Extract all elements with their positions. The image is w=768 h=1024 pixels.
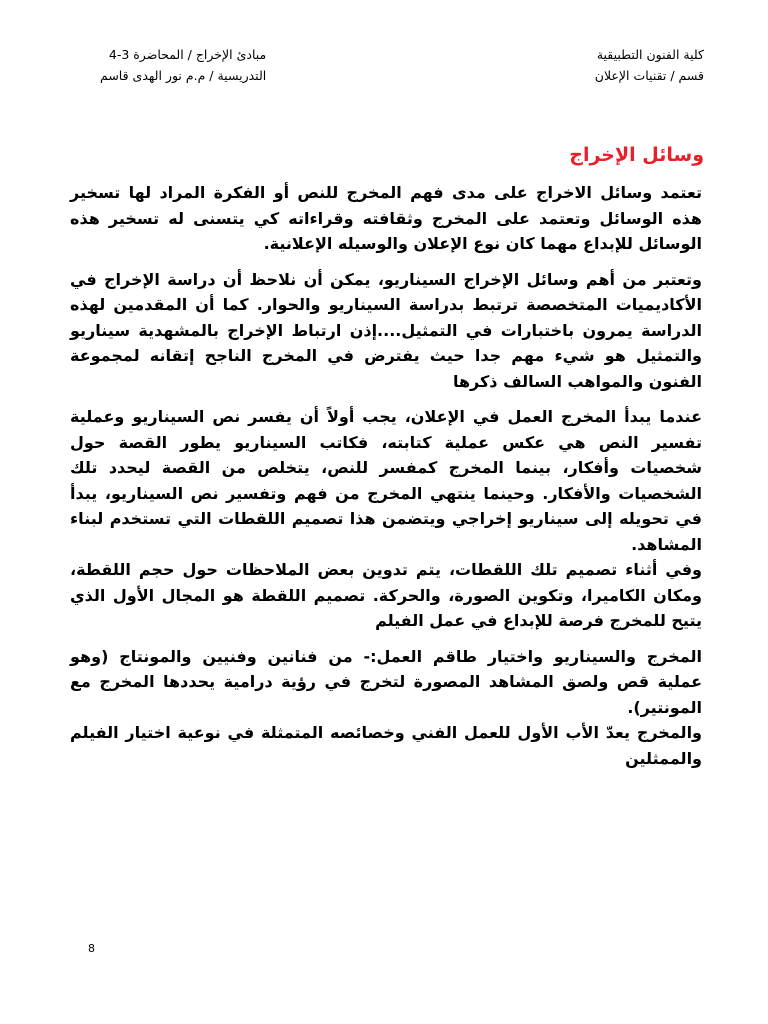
page-number: 8 [88, 942, 95, 955]
header-instructor: التدريسية / م.م نور الهدى قاسم [100, 68, 267, 83]
document-body [70, 180, 702, 781]
header-college: كلية الفنون التطبيقية [596, 47, 704, 62]
header-institution [595, 44, 704, 86]
paragraph: تعتمد وسائل الاخراج على مدى فهم المخرج للنص أو الفكرة المراد لها تسخير هذه الوسائل وتعتمد على المخرج وثقافته وقراءاته كي يتسنى له تسخير هذه الوسائل للإبداع مهما كان نوع الإعلان والوسيله الإعلانية. [70, 183, 702, 253]
header-course-title: مبادئ الإخراج / المحاضرة 3-4 [108, 47, 267, 62]
paragraph: المخرج والسيناريو واختيار طاقم العمل:- من فنانين وفنيين والمونتاج (وهو عملية قص ولصق المشاهد المصورة لتخرج في رؤية درامية يحددها المخرج مع المونتير). [70, 646, 702, 717]
paragraph: وفي أثناء تصميم تلك اللقطات، يتم تدوين بعض الملاحظات حول حجم اللقطة، ومكان الكاميرا، وتكوين الصورة، والحركة. تصميم اللقطة هو المجال الأول الذي يتيح للمخرج فرصة للإبداع في عمل الفيلم [70, 560, 702, 630]
header-course [100, 44, 266, 86]
header-department: قسم / تقنيات الإعلان [594, 68, 704, 83]
paragraph: عندما يبدأ المخرج العمل في الإعلان، يجب أولاً أن يفسر نص السيناريو وعملية تفسير النص هي عكس عملية كتابته، فكاتب السيناريو يطور القصة حول شخصيات وأفكار، بينما المخرج كمفسر للنص، يتخلص من القصة ليحدد تلك الشخصيات والأفكار. وحينما ينتهي المخرج من فهم وتفسير نص السيناريو، يبدأ في تحويله إلى سيناريو إخراجي ويتضمن هذا تصميم اللقطات التي تستخدم لبناء المشاهد. [70, 407, 702, 554]
section-title: وسائل الإخراج [569, 144, 704, 166]
paragraph: وتعتبر من أهم وسائل الإخراج السيناريو، يمكن أن نلاحظ أن دراسة الإخراج في الأكاديميات المتخصصة ترتبط بدراسة السيناريو والحوار. كما أن المقدمين لهذه الدراسة يمرون باختبارات في التمثيل....إذن ارتباط الإخراج بالمشهدية سيناريو والتمثيل هو شيء مهم جدا حيث يفترض في المخرج الناجح إتقانه لمجموعة الفنون والمواهب السالف ذكرها [70, 269, 702, 391]
paragraph: والمخرج يعدّ الأب الأول للعمل الفني وخصائصه المتمثلة في نوعية اختيار الفيلم والممثلين [70, 723, 702, 768]
